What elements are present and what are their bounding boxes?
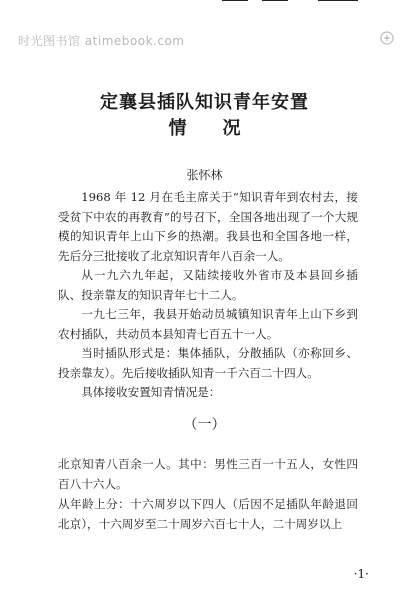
page-number: ·1· [353,567,369,581]
paragraph: 从年龄上分：十六周岁以下四人（后因不足插队年龄退回北京），十六周岁至二十周岁六百七十人，二十周岁以上 [58,497,358,531]
watermark: 时光图书馆 atimebook.com [18,34,185,48]
top-rule [262,0,288,1]
paragraph: 北京知青八百余一人。其中：男性三百一十五人，女性四百八十六人。 [58,457,358,491]
page-title: 定襄县插队知识青年安置 [100,92,309,113]
top-rule [318,0,358,1]
page-title-line2 [0,114,409,140]
paragraph: 1968 年 12 月在毛主席关于“知识青年到农村去，接受贫下中农的再教育”的号召下，全国各地出现了一个大规模的知识青年上山下乡的热潮。我县也和全国各地一样，先后分三批接收了北京知识青年八百余一人。 [58,190,358,263]
watermark-icon [379,30,395,46]
paragraph: 具体接收安置知青情况是： [81,385,221,399]
title-char: 况 [222,118,241,139]
paragraph: 当时插队形式是：集体插队，分散插队（亦称回乡、投亲靠友）。先后接收插队知青一千六百二十四人。 [58,346,358,380]
author: 张怀林 [186,168,223,182]
title-char: 情 [168,118,187,139]
paragraph: 从一九六九年起，又陆续接收外省市及本县回乡插队、投亲靠友的知识青年七十二人。 [58,268,358,302]
top-rule [222,0,248,1]
paragraph: 一九七三年，我县开始动员城镇知识青年上山下乡到农村插队，共动员本县知青七百五十一人。 [58,307,358,341]
section-heading: （一） [183,417,226,433]
